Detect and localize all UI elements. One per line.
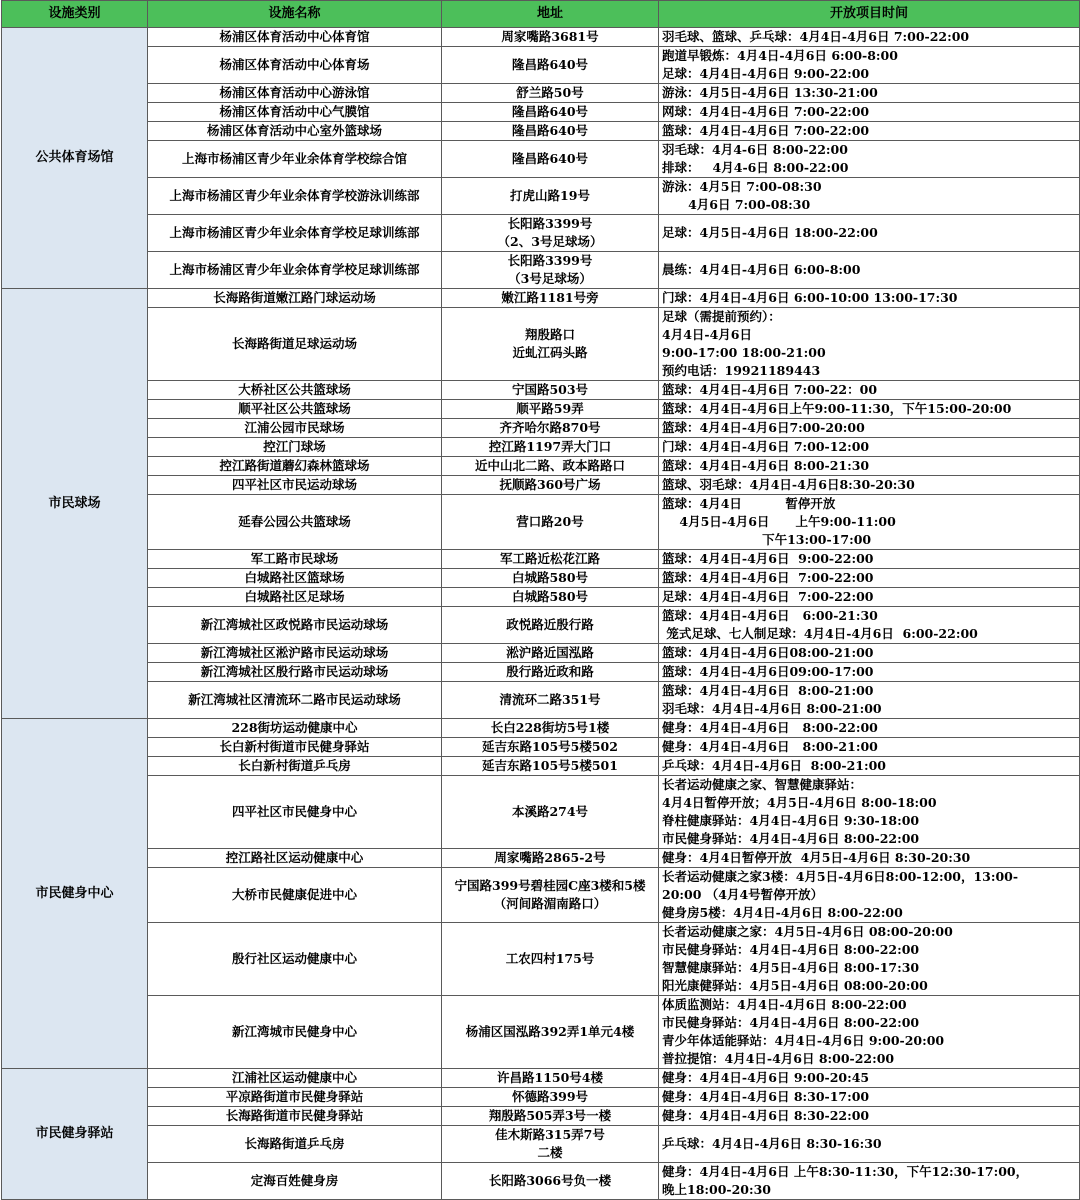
facility-name-cell: 四平社区市民健身中心 bbox=[148, 776, 442, 849]
address-text: 齐齐哈尔路870号 bbox=[499, 420, 601, 435]
table-row bbox=[2, 719, 1080, 738]
address-cell bbox=[442, 476, 659, 495]
hours-cell: 健身：4月4日暂停开放 4月5日-4月6日 8:30-20:30 bbox=[659, 849, 1080, 868]
table-row bbox=[2, 215, 1080, 252]
address-text: 白城路580号 bbox=[511, 589, 589, 604]
header-address: 地址 bbox=[442, 1, 659, 28]
address-text: 嫩江路1181号旁 bbox=[501, 290, 599, 305]
table-row bbox=[2, 776, 1080, 849]
address-cell bbox=[442, 1107, 659, 1126]
facility-name-cell: 四平社区市民运动球场 bbox=[148, 476, 442, 495]
table-row bbox=[2, 289, 1080, 308]
address-text: 怀德路399号 bbox=[511, 1089, 589, 1104]
table-row bbox=[2, 1107, 1080, 1126]
facility-name-cell: 大桥市民健康促进中心 bbox=[148, 868, 442, 923]
table-row bbox=[2, 682, 1080, 719]
facility-name-cell: 白城路社区篮球场 bbox=[148, 569, 442, 588]
facility-name-cell: 杨浦区体育活动中心室外篮球场 bbox=[148, 122, 442, 141]
facility-name-cell: 白城路社区足球场 bbox=[148, 588, 442, 607]
address-cell bbox=[442, 400, 659, 419]
address-cell bbox=[442, 569, 659, 588]
facility-name-cell: 长白新村街道乒乓房 bbox=[148, 757, 442, 776]
hours-cell: 长者运动健康之家：4月5日-4月6日 08:00-20:00 市民健身驿站：4月4日-4月6日 8:00-22:00 智慧健康驿站：4月5日-4月6日 8:00-17:30 阳光康健驿站：4月5日-4月6日 08:00-20:00 bbox=[659, 923, 1080, 996]
table-row bbox=[2, 607, 1080, 644]
hours-cell: 健身：4月4日-4月6日 8:30-22:00 bbox=[659, 1107, 1080, 1126]
table-row bbox=[2, 495, 1080, 550]
table-row bbox=[2, 569, 1080, 588]
address-text: 殷行路近政和路 bbox=[506, 664, 594, 679]
facility-name-cell: 顺平社区公共篮球场 bbox=[148, 400, 442, 419]
table-row bbox=[2, 84, 1080, 103]
hours-cell: 跑道早锻炼：4月4日-4月6日 6:00-8:00 足球：4月4日-4月6日 9:00-22:00 bbox=[659, 47, 1080, 84]
facility-name-cell: 长海路街道乒乓房 bbox=[148, 1126, 442, 1163]
table-row bbox=[2, 996, 1080, 1069]
table-row bbox=[2, 1126, 1080, 1163]
facility-name-cell: 杨浦区体育活动中心气膜馆 bbox=[148, 103, 442, 122]
hours-cell: 健身：4月4日-4月6日 9:00-20:45 bbox=[659, 1069, 1080, 1088]
address-cell bbox=[442, 849, 659, 868]
facility-name-cell: 新江湾城社区清流环二路市民运动球场 bbox=[148, 682, 442, 719]
hours-cell: 羽毛球、篮球、乒乓球：4月4日-4月6日 7:00-22:00 bbox=[659, 28, 1080, 47]
table-row bbox=[2, 1069, 1080, 1088]
address-cell bbox=[442, 103, 659, 122]
facility-name-cell: 长海路街道足球运动场 bbox=[148, 308, 442, 381]
hours-cell: 篮球：4月4日-4月6日 8:00-21:30 bbox=[659, 457, 1080, 476]
category-cell: 公共体育场馆 bbox=[2, 28, 148, 289]
hours-cell: 晨练：4月4日-4月6日 6:00-8:00 bbox=[659, 252, 1080, 289]
table-row bbox=[2, 438, 1080, 457]
facility-name-cell: 上海市杨浦区青少年业余体育学校足球训练部 bbox=[148, 215, 442, 252]
address-text: 长阳路3399号 （2、3号足球场） bbox=[497, 216, 603, 249]
address-cell bbox=[442, 550, 659, 569]
hours-cell: 篮球：4月4日-4月6日 7:00-22:00 bbox=[659, 569, 1080, 588]
hours-cell: 健身：4月4日-4月6日 8:30-17:00 bbox=[659, 1088, 1080, 1107]
facility-name-cell: 新江湾城社区殷行路市民运动球场 bbox=[148, 663, 442, 682]
facility-name-cell: 军工路市民球场 bbox=[148, 550, 442, 569]
hours-cell: 羽毛球：4月4-6日 8:00-22:00 排球： 4月4-6日 8:00-22:00 bbox=[659, 141, 1080, 178]
address-cell bbox=[442, 738, 659, 757]
facility-name-cell: 殷行社区运动健康中心 bbox=[148, 923, 442, 996]
hours-cell: 足球：4月4日-4月6日 7:00-22:00 bbox=[659, 588, 1080, 607]
table-row bbox=[2, 457, 1080, 476]
address-cell bbox=[442, 381, 659, 400]
table-row bbox=[2, 476, 1080, 495]
facility-name-cell: 杨浦区体育活动中心体育场 bbox=[148, 47, 442, 84]
address-text: 控江路1197弄大门口 bbox=[488, 439, 612, 454]
hours-cell: 健身：4月4日-4月6日 8:00-21:00 bbox=[659, 738, 1080, 757]
address-text: 周家嘴路2865-2号 bbox=[494, 850, 606, 865]
address-text: 舒兰路50号 bbox=[516, 85, 584, 100]
table-row bbox=[2, 849, 1080, 868]
table-row bbox=[2, 663, 1080, 682]
table-row bbox=[2, 644, 1080, 663]
address-cell bbox=[442, 495, 659, 550]
category-cell: 市民健身中心 bbox=[2, 719, 148, 1069]
address-text: 近中山北二路、政本路路口 bbox=[474, 458, 625, 473]
facility-name-cell: 上海市杨浦区青少年业余体育学校综合馆 bbox=[148, 141, 442, 178]
hours-cell: 网球：4月4日-4月6日 7:00-22:00 bbox=[659, 103, 1080, 122]
address-text: 隆昌路640号 bbox=[511, 104, 589, 119]
address-cell bbox=[442, 47, 659, 84]
address-cell bbox=[442, 1069, 659, 1088]
header-category: 设施类别 bbox=[2, 1, 148, 28]
hours-cell: 篮球：4月4日-4月6日 6:00-21:30 笼式足球、七人制足球：4月4日-4月6日 6:00-22:00 bbox=[659, 607, 1080, 644]
hours-cell: 篮球、羽毛球：4月4日-4月6日8:30-20:30 bbox=[659, 476, 1080, 495]
table-row bbox=[2, 1163, 1080, 1200]
facility-name-cell: 控江路街道蘑幻森林篮球场 bbox=[148, 457, 442, 476]
hours-cell: 篮球：4月4日-4月6日上午9:00-11:30，下午15:00-20:00 bbox=[659, 400, 1080, 419]
facility-name-cell: 长海路街道市民健身驿站 bbox=[148, 1107, 442, 1126]
hours-cell: 长者运动健康之家、智慧健康驿站： 4月4日暂停开放；4月5日-4月6日 8:00-18:00 脊柱健康驿站：4月4日-4月6日 9:30-18:00 市民健身驿站：4月4日-4月6日 8:00-22:00 bbox=[659, 776, 1080, 849]
address-cell bbox=[442, 1163, 659, 1200]
facility-name-cell: 长海路街道嫩江路门球运动场 bbox=[148, 289, 442, 308]
facility-name-cell: 杨浦区体育活动中心游泳馆 bbox=[148, 84, 442, 103]
table-row bbox=[2, 178, 1080, 215]
address-cell bbox=[442, 141, 659, 178]
address-text: 周家嘴路3681号 bbox=[501, 29, 599, 44]
address-cell bbox=[442, 663, 659, 682]
address-cell bbox=[442, 719, 659, 738]
hours-cell: 足球（需提前预约）： 4月4日-4月6日 9:00-17:00 18:00-21:00 预约电话：19921189443 bbox=[659, 308, 1080, 381]
address-text: 翔殷路505弄3号一楼 bbox=[488, 1108, 612, 1123]
address-cell bbox=[442, 607, 659, 644]
table-row bbox=[2, 141, 1080, 178]
address-text: 延吉东路105号5楼501 bbox=[482, 758, 618, 773]
table-row bbox=[2, 868, 1080, 923]
hours-cell: 长者运动健康之家3楼：4月5日-4月6日8:00-12:00，13:00- 20:00 （4月4号暂停开放） 健身房5楼：4月4日-4月6日 8:00-22:00 bbox=[659, 868, 1080, 923]
hours-cell: 篮球：4月4日-4月6日08:00-21:00 bbox=[659, 644, 1080, 663]
address-text: 长白228街坊5号1楼 bbox=[490, 720, 610, 735]
address-text: 佳木斯路315弄7号 二楼 bbox=[495, 1127, 605, 1160]
hours-cell: 健身：4月4日-4月6日 8:00-22:00 bbox=[659, 719, 1080, 738]
address-text: 宁国路503号 bbox=[511, 382, 589, 397]
hours-cell: 篮球：4月4日-4月6日 9:00-22:00 bbox=[659, 550, 1080, 569]
category-cell: 市民球场 bbox=[2, 289, 148, 719]
address-text: 政悦路近殷行路 bbox=[506, 617, 594, 632]
facility-name-cell: 杨浦区体育活动中心体育馆 bbox=[148, 28, 442, 47]
table-row bbox=[2, 588, 1080, 607]
address-cell bbox=[442, 289, 659, 308]
hours-cell: 门球：4月4日-4月6日 7:00-12:00 bbox=[659, 438, 1080, 457]
address-text: 翔殷路口 近虬江码头路 bbox=[512, 327, 588, 360]
facility-name-cell: 上海市杨浦区青少年业余体育学校足球训练部 bbox=[148, 252, 442, 289]
address-text: 隆昌路640号 bbox=[511, 151, 589, 166]
hours-cell: 游泳：4月5日-4月6日 13:30-21:00 bbox=[659, 84, 1080, 103]
hours-cell: 乒乓球：4月4日-4月6日 8:00-21:00 bbox=[659, 757, 1080, 776]
address-text: 淞沪路近国泓路 bbox=[506, 645, 594, 660]
facility-name-cell: 228街坊运动健康中心 bbox=[148, 719, 442, 738]
facility-schedule-table bbox=[1, 0, 1080, 1200]
address-cell bbox=[442, 252, 659, 289]
table-row bbox=[2, 550, 1080, 569]
table-row bbox=[2, 47, 1080, 84]
address-cell bbox=[442, 438, 659, 457]
table-row bbox=[2, 308, 1080, 381]
hours-cell: 篮球：4月4日-4月6日09:00-17:00 bbox=[659, 663, 1080, 682]
address-cell bbox=[442, 1088, 659, 1107]
address-cell bbox=[442, 1126, 659, 1163]
address-cell bbox=[442, 682, 659, 719]
hours-cell: 体质监测站：4月4日-4月6日 8:00-22:00 市民健身驿站：4月4日-4月6日 8:00-22:00 青少年体适能驿站：4月4日-4月6日 9:00-20:00 普拉提馆：4月4日-4月6日 8:00-22:00 bbox=[659, 996, 1080, 1069]
facility-name-cell: 新江湾城社区淞沪路市民运动球场 bbox=[148, 644, 442, 663]
address-text: 隆昌路640号 bbox=[511, 57, 589, 72]
address-cell bbox=[442, 215, 659, 252]
hours-cell: 篮球：4月4日-4月6日 8:00-21:00 羽毛球：4月4日-4月6日 8:00-21:00 bbox=[659, 682, 1080, 719]
address-cell bbox=[442, 996, 659, 1069]
table-body bbox=[2, 28, 1080, 1200]
facility-name-cell: 江浦社区运动健康中心 bbox=[148, 1069, 442, 1088]
address-cell bbox=[442, 923, 659, 996]
facility-name-cell: 平凉路街道市民健身驿站 bbox=[148, 1088, 442, 1107]
address-cell bbox=[442, 122, 659, 141]
address-text: 营口路20号 bbox=[516, 514, 584, 529]
address-text: 延吉东路105号5楼502 bbox=[482, 739, 618, 754]
address-cell bbox=[442, 457, 659, 476]
table-row bbox=[2, 757, 1080, 776]
table-row bbox=[2, 381, 1080, 400]
category-cell: 市民健身驿站 bbox=[2, 1069, 148, 1200]
address-text: 军工路近松花江路 bbox=[499, 551, 600, 566]
address-cell bbox=[442, 178, 659, 215]
hours-cell: 足球：4月5日-4月6日 18:00-22:00 bbox=[659, 215, 1080, 252]
address-text: 宁国路399号碧桂园C座3楼和5楼 （河间路湄南路口） bbox=[454, 878, 646, 911]
address-text: 清流环二路351号 bbox=[499, 692, 601, 707]
table-row bbox=[2, 28, 1080, 47]
address-text: 本溪路274号 bbox=[511, 804, 589, 819]
address-cell bbox=[442, 644, 659, 663]
address-cell bbox=[442, 308, 659, 381]
facility-name-cell: 大桥社区公共篮球场 bbox=[148, 381, 442, 400]
table-row bbox=[2, 923, 1080, 996]
address-cell bbox=[442, 28, 659, 47]
table-row bbox=[2, 419, 1080, 438]
address-cell bbox=[442, 868, 659, 923]
address-text: 白城路580号 bbox=[511, 570, 589, 585]
address-cell bbox=[442, 588, 659, 607]
facility-name-cell: 控江门球场 bbox=[148, 438, 442, 457]
header-hours: 开放项目时间 bbox=[659, 1, 1080, 28]
table-row bbox=[2, 122, 1080, 141]
table-row bbox=[2, 1088, 1080, 1107]
address-text: 抚顺路360号广场 bbox=[499, 477, 601, 492]
hours-cell: 篮球：4月4日-4月6日 7:00-22：00 bbox=[659, 381, 1080, 400]
address-cell bbox=[442, 776, 659, 849]
table-row bbox=[2, 400, 1080, 419]
hours-cell: 健身：4月4日-4月6日 上午8:30-11:30，下午12:30-17:00， 晚上18:00-20:30 bbox=[659, 1163, 1080, 1200]
facility-name-cell: 新江湾城社区政悦路市民运动球场 bbox=[148, 607, 442, 644]
address-cell bbox=[442, 419, 659, 438]
facility-name-cell: 延春公园公共篮球场 bbox=[148, 495, 442, 550]
table-header bbox=[2, 1, 1080, 28]
facility-name-cell: 控江路社区运动健康中心 bbox=[148, 849, 442, 868]
table-row bbox=[2, 738, 1080, 757]
address-cell bbox=[442, 84, 659, 103]
address-text: 长阳路3066号负一楼 bbox=[488, 1173, 612, 1188]
hours-cell: 篮球：4月4日 暂停开放 4月5日-4月6日 上午9:00-11:00 下午13:00-17:00 bbox=[659, 495, 1080, 550]
header-name: 设施名称 bbox=[148, 1, 442, 28]
hours-cell: 篮球：4月4日-4月6日7:00-20:00 bbox=[659, 419, 1080, 438]
address-text: 杨浦区国泓路392弄1单元4楼 bbox=[465, 1024, 635, 1039]
table-row bbox=[2, 252, 1080, 289]
address-text: 许昌路1150号4楼 bbox=[497, 1070, 603, 1085]
facility-name-cell: 长白新村街道市民健身驿站 bbox=[148, 738, 442, 757]
facility-name-cell: 定海百姓健身房 bbox=[148, 1163, 442, 1200]
facility-name-cell: 新江湾城市民健身中心 bbox=[148, 996, 442, 1069]
address-text: 工农四村175号 bbox=[505, 951, 595, 966]
hours-cell: 门球：4月4日-4月6日 6:00-10:00 13:00-17:30 bbox=[659, 289, 1080, 308]
address-text: 打虎山路19号 bbox=[510, 188, 590, 203]
address-text: 顺平路59弄 bbox=[516, 401, 584, 416]
address-text: 隆昌路640号 bbox=[511, 123, 589, 138]
address-text: 长阳路3399号 （3号足球场） bbox=[507, 253, 593, 286]
hours-cell: 游泳：4月5日 7:00-08:30 4月6日 7:00-08:30 bbox=[659, 178, 1080, 215]
facility-name-cell: 江浦公园市民球场 bbox=[148, 419, 442, 438]
hours-cell: 乒乓球：4月4日-4月6日 8:30-16:30 bbox=[659, 1126, 1080, 1163]
facility-name-cell: 上海市杨浦区青少年业余体育学校游泳训练部 bbox=[148, 178, 442, 215]
table-row bbox=[2, 103, 1080, 122]
hours-cell: 篮球：4月4日-4月6日 7:00-22:00 bbox=[659, 122, 1080, 141]
address-cell bbox=[442, 757, 659, 776]
